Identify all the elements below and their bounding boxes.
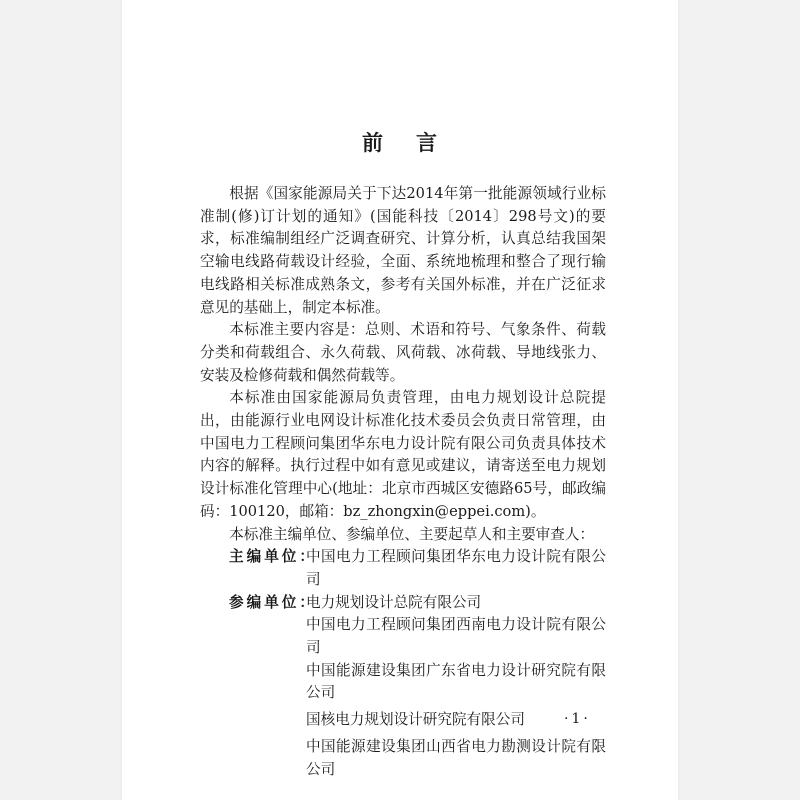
document-page [122, 0, 678, 800]
title-char-1: 前 [362, 131, 384, 155]
paragraph-units-intro: 本标准主编单位、参编单位、主要起草人和主要审查人： [229, 525, 595, 543]
participating-units-list [200, 614, 606, 781]
participating-units-label: 参编单位： [229, 593, 317, 611]
participating-unit-1: 电力规划设计总院有限公司 [306, 593, 482, 611]
paragraph-management: 本标准由国家能源局负责管理，由电力规划设计总院提出，由能源行业电网设计标准化技术委员会负责日常管理，由中国电力工程顾问集团华东电力设计院有限公司负责具体技术内容的解释。执行过程中如有意见或建议，请寄送至电力规划设计标准化管理中心(地址：北京市西城区安德路65号，邮政编码：100120，邮箱：bz_zhongxin@eppei.com)。 [200, 389, 606, 520]
paragraph-contents: 本标准主要内容是：总则、术语和符号、气象条件、荷载分类和荷载组合、永久荷载、风荷载、冰荷载、导地线张力、安装及检修荷载和偶然荷载等。 [200, 321, 606, 384]
participating-units-row [200, 592, 606, 615]
title-char-2: 言 [416, 131, 438, 155]
units-section [200, 546, 606, 781]
chief-unit-name: 中国电力工程顾问集团华东电力设计院有限公司 [306, 548, 606, 588]
participating-unit-2: 中国电力工程顾问集团西南电力设计院有限公司 [306, 616, 606, 657]
page-number: ·1· [564, 711, 591, 727]
paragraph-basis: 根据《国家能源局关于下达2014年第一批能源领域行业标准制(修)订计划的通知》(国能科技〔2014〕298号文)的要求，标准编制组经广泛调查研究、计算分析，认真总结我国架空输电线路荷载设计经验，全面、系统地梳理和整合了现行输电线路相关标准成熟条文，参考有关国外标准，并在广泛征求意见的基础上，制定本标准。 [200, 185, 606, 316]
participating-unit-4: 国核电力规划设计研究院有限公司 [306, 711, 525, 729]
participating-unit-3: 中国能源建设集团广东省电力设计研究院有限公司 [306, 661, 606, 702]
page-title [122, 128, 678, 158]
chief-unit-row [200, 546, 606, 591]
participating-unit-5: 中国能源建设集团山西省电力勘测设计院有限公司 [306, 737, 606, 778]
document-body [200, 183, 606, 781]
chief-unit-label: 主编单位： [229, 548, 317, 566]
